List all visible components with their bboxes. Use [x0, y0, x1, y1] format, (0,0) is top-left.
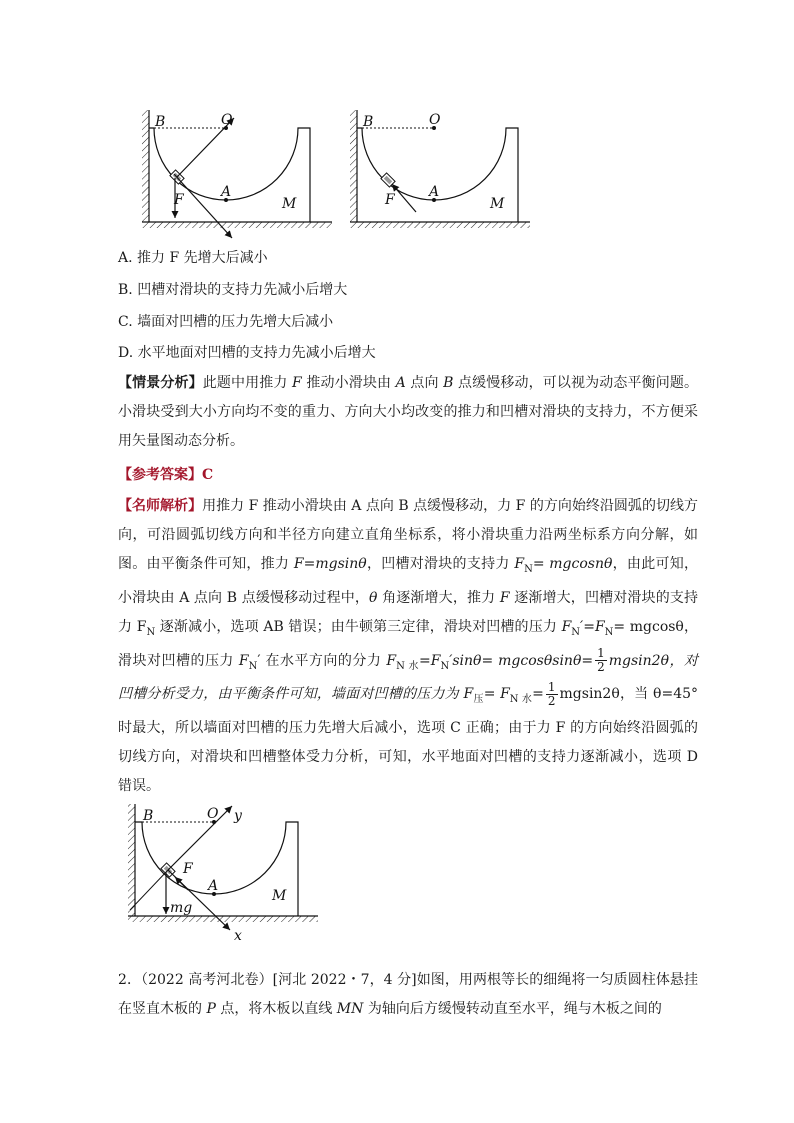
solution-sub: N 水	[396, 660, 419, 672]
question-2-MN: MN	[336, 1001, 364, 1017]
option-d: D. 水平地面对凹槽的支持力先减小后增大	[118, 345, 376, 361]
fraction-denominator: 2	[597, 660, 605, 675]
reference-answer	[118, 461, 698, 490]
label-B: B	[363, 114, 374, 130]
label-F: F	[174, 192, 184, 208]
solution-formula: ′=F	[580, 618, 605, 635]
solution-sub: N	[524, 563, 533, 575]
solution-text: 角逐渐增大，推力	[377, 589, 500, 606]
label-F: F	[385, 192, 395, 208]
solution-formula: F	[238, 652, 249, 669]
label-O: O	[429, 112, 441, 128]
label-F: F	[183, 861, 193, 877]
fraction-one-half	[595, 647, 607, 674]
analysis-text: 推动小滑块由	[301, 375, 396, 391]
analysis-text: 点向	[405, 375, 444, 391]
solution-formula: F	[386, 652, 397, 669]
solution-formula: F	[514, 556, 525, 572]
analysis-A: A	[395, 375, 406, 391]
option-b: B. 凹槽对滑块的支持力先减小后增大	[118, 282, 348, 298]
solution-sub: N	[248, 660, 258, 672]
solution-sub: N	[146, 626, 156, 638]
figure-coordinates	[120, 800, 330, 945]
solution-text: ，凹槽对滑块的支持力	[366, 556, 515, 572]
figure-right	[330, 100, 530, 230]
solution-formula: F	[463, 686, 474, 703]
answer-heading: 【参考答案】	[118, 467, 202, 483]
solution-formula: =F	[418, 652, 441, 669]
label-M: M	[272, 888, 287, 904]
solution-text: ，由此可知，小滑块由 A 点向 B 点缓慢移动过程中，	[118, 556, 698, 606]
answer-value: C	[202, 467, 214, 483]
label-B: B	[143, 808, 154, 824]
fraction-numerator: 1	[597, 646, 605, 661]
fraction-one-half	[546, 681, 558, 708]
solution-text: =	[532, 686, 544, 703]
teacher-solution	[118, 492, 698, 801]
analysis-F: F	[292, 375, 302, 391]
solution-formula: F=mgsinθ	[293, 556, 367, 572]
label-O: O	[221, 112, 233, 128]
wall	[142, 110, 149, 222]
fraction-numerator: 1	[547, 679, 556, 694]
analysis-text: 此题中用推力	[202, 375, 293, 391]
solution-text: = mgcosθ，滑块对凹槽的压力	[118, 618, 699, 669]
label-A: A	[208, 878, 219, 894]
analysis-heading: 【情景分析】	[118, 375, 203, 391]
solution-text: 用推力 F 推动小滑块由 A 点向 B 点缓慢移动，力 F 的方向始终沿圆弧的切线方向，可沿圆弧切线方向和半径方向建立直角坐标系，将小滑块重力沿两坐标系方向分解，如图。由平衡条件可知，推力	[118, 498, 698, 572]
label-mg: mg	[170, 900, 193, 916]
solution-formula: θ	[369, 589, 378, 606]
solution-text: ′ 在水平方向的分力	[257, 652, 387, 669]
label-M: M	[282, 196, 297, 212]
label-A: A	[221, 184, 232, 200]
solution-text: mgsin2θ，对凹槽分析受力，由平衡条件可知，墙面对凹槽的压力为	[118, 652, 698, 703]
question-2-text: 为轴向后方缓慢转动直至水平，绳与木板之间的	[363, 1001, 662, 1017]
label-B: B	[155, 114, 166, 130]
solution-formula: F	[499, 589, 510, 606]
label-O: O	[207, 806, 219, 822]
question-2-P: P	[206, 1001, 216, 1017]
solution-text: 逐渐增大，凹槽对滑块的支持力 F	[118, 589, 699, 635]
solution-formula: F	[561, 618, 572, 635]
option-a: A. 推力 F 先增大后减小	[118, 250, 268, 266]
solution-heading: 【名师解析】	[118, 498, 203, 514]
solution-sub: N	[440, 660, 450, 672]
label-x: x	[234, 928, 242, 944]
solution-sub: N	[604, 626, 614, 638]
analysis-B: B	[443, 375, 454, 391]
solution-formula: ′sinθ= mgcosθsinθ=	[449, 652, 594, 669]
solution-sub: N 水	[509, 694, 533, 706]
ground	[142, 222, 332, 228]
solution-formula: = F	[483, 686, 510, 703]
fraction-denominator: 2	[547, 693, 556, 708]
solution-sub: N	[571, 626, 581, 638]
figure-left	[122, 100, 332, 245]
option-c: C. 墙面对凹槽的压力先增大后减小	[118, 314, 334, 330]
label-y: y	[234, 808, 242, 824]
label-A: A	[429, 184, 440, 200]
solution-formula: = mgcosnθ	[532, 556, 613, 572]
question-2	[118, 966, 698, 1024]
scenario-analysis	[118, 369, 698, 456]
solution-sub: 压	[473, 694, 484, 706]
solution-text: 逐渐减小，选项 AB 错误；由牛顿第三定律，滑块对凹槽的压力	[155, 618, 562, 635]
question-2-text: 2．（2022 高考河北卷）[河北 2022・7，4 分]如图，用两根等长的细绳将一匀质圆柱体悬挂在竖直木板的	[118, 972, 698, 1017]
solution-text: mgsin2θ，当 θ=45°时最大，所以墙面对凹槽的压力先增大后减小，选项 C 正确；由于力 F 的方向始终沿圆弧的切线方向，对滑块和凹槽整体受力分析，可知，水平地面对凹槽的支持力逐渐减小，选项 D 错误。	[118, 686, 699, 795]
question-2-text: 点，将木板以直线	[215, 1001, 337, 1017]
label-M: M	[490, 196, 505, 212]
analysis-text: 点缓慢移动，可以视为动态平衡问题。小滑块受到大小方向均不变的重力、方向大小均改变的推力和凹槽对滑块的支持力，不方便采用矢量图动态分析。	[118, 375, 698, 449]
